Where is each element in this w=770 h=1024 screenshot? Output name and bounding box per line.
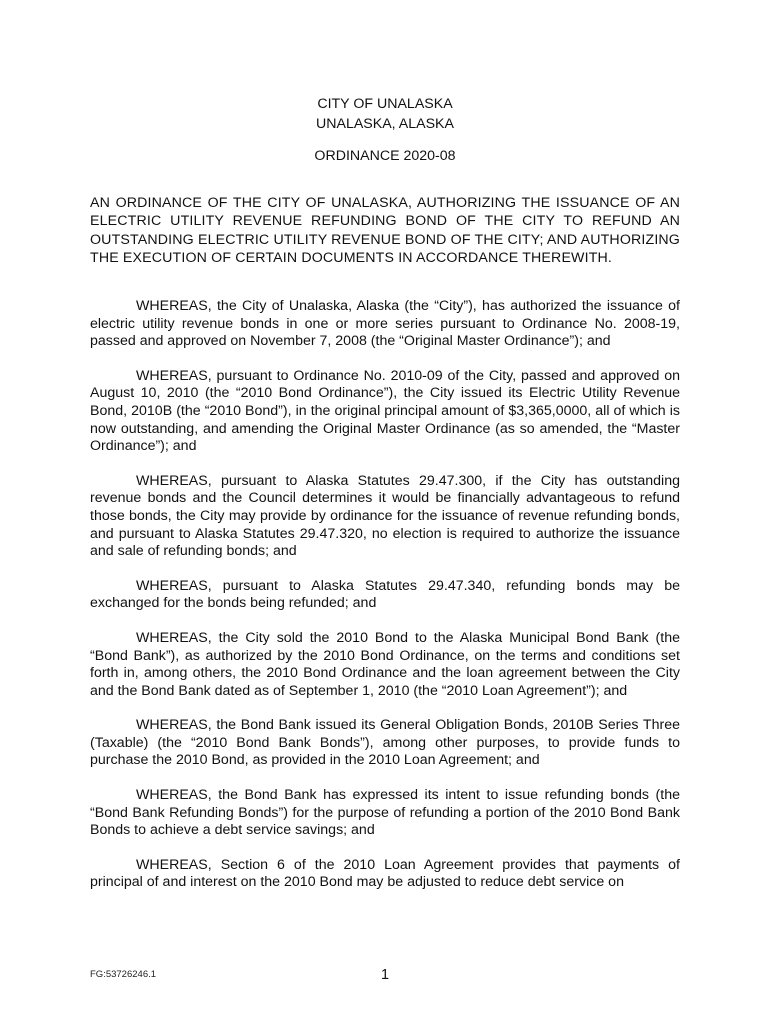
recital-paragraph: WHEREAS, the City sold the 2010 Bond to the Alaska Municipal Bond Bank (the “Bond Bank”), as authorized by the 2010 Bond Ordinance, on the terms and conditions set forth in, among others, the 2010 Bond Ordinance and the loan agreement between the City and the Bond Bank dated as of September 1, 2010 (the “2010 Loan Agreement”); and (90, 629, 680, 699)
recitals-body (90, 298, 680, 909)
document-header (0, 94, 770, 134)
recital-paragraph: WHEREAS, the City of Unalaska, Alaska (the “City”), has authorized the issuance of electric utility revenue bonds in one or more series pursuant to Ordinance No. 2008-19, passed and approved on November 7, 2008 (the “Original Master Ordinance”); and (90, 298, 680, 350)
recital-paragraph: WHEREAS, pursuant to Alaska Statutes 29.47.340, refunding bonds may be exchanged for the bonds being refunded; and (90, 577, 680, 612)
city-location: UNALASKA, ALASKA (315, 116, 454, 132)
ordinance-number: ORDINANCE 2020-08 (314, 148, 456, 164)
recital-paragraph: WHEREAS, pursuant to Alaska Statutes 29.47.300, if the City has outstanding revenue bonds and the Council determines it would be financially advantageous to refund those bonds, the City may provide by ordinance for the issuance of revenue refunding bonds, and pursuant to Alaska Statutes 29.47.320, no election is required to authorize the issuance and sale of refunding bonds; and (90, 472, 680, 560)
footer-document-code: FG:53726246.1 (90, 969, 157, 980)
ordinance-title: AN ORDINANCE OF THE CITY OF UNALASKA, AUTHORIZING THE ISSUANCE OF AN ELECTRIC UTILITY REVENUE REFUNDING BOND OF THE CITY TO REFUND AN OUTSTANDING ELECTRIC UTILITY REVENUE BOND OF THE CITY; AND AUTHORIZING THE EXECUTION OF CERTAIN DOCUMENTS IN ACCORDANCE THEREWITH. (90, 195, 680, 267)
page-number: 1 (380, 967, 390, 983)
city-name: CITY OF UNALASKA (317, 96, 453, 112)
recital-paragraph: WHEREAS, the Bond Bank has expressed its intent to issue refunding bonds (the “Bond Bank Refunding Bonds”) for the purpose of refunding a portion of the 2010 Bond Bank Bonds to achieve a debt service savings; and (90, 787, 680, 839)
recital-paragraph: WHEREAS, pursuant to Ordinance No. 2010-09 of the City, passed and approved on August 10, 2010 (the “2010 Bond Ordinance”), the City issued its Electric Utility Revenue Bond, 2010B (the “2010 Bond”), in the original principal amount of $3,365,0000, all of which is now outstanding, and amending the Original Master Ordinance (as so amended, the “Master Ordinance”); and (90, 367, 680, 455)
recital-paragraph: WHEREAS, the Bond Bank issued its General Obligation Bonds, 2010B Series Three (Taxable) (the “2010 Bond Bank Bonds”), among other purposes, to provide funds to purchase the 2010 Bond, as provided in the 2010 Loan Agreement; and (90, 717, 680, 769)
recital-paragraph: WHEREAS, Section 6 of the 2010 Loan Agreement provides that payments of principal of and interest on the 2010 Bond may be adjusted to reduce debt service on (90, 856, 680, 891)
